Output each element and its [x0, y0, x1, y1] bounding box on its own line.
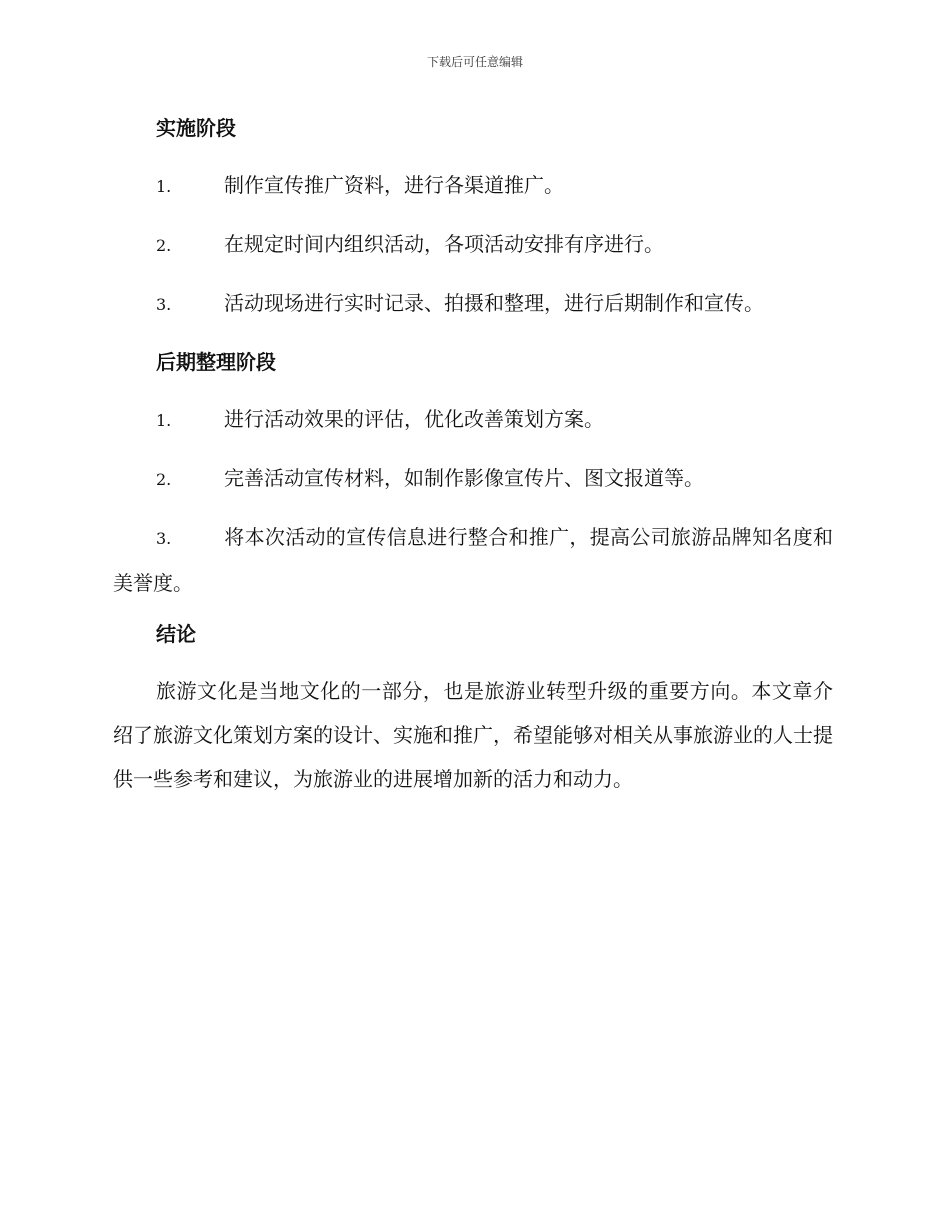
item-number: 1. — [156, 177, 172, 196]
item-text: 进行活动效果的评估，优化改善策划方案。 — [224, 407, 604, 431]
list-item — [113, 515, 833, 605]
item-text: 将本次活动的宣传信息进行整合和推广，提高公司旅游品牌知名度和美誉度。 — [113, 525, 833, 595]
list-item — [113, 226, 833, 264]
item-number: 3. — [156, 295, 172, 314]
item-text: 完善活动宣传材料，如制作影像宣传片、图文报道等。 — [224, 466, 704, 490]
item-number: 2. — [156, 470, 172, 489]
item-text: 制作宣传推广资料，进行各渠道推广。 — [224, 173, 564, 197]
section-heading-conclusion: 结论 — [156, 622, 196, 646]
conclusion-paragraph: 旅游文化是当地文化的一部分，也是旅游业转型升级的重要方向。本文章介绍了旅游文化策划方案的设计、实施和推广，希望能够对相关从事旅游业的人士提供一些参考和建议，为旅游业的进展增加新的活力和动力。 — [113, 679, 833, 791]
section-heading-post-processing: 后期整理阶段 — [156, 350, 276, 374]
item-number: 2. — [156, 236, 172, 255]
section-heading-implementation: 实施阶段 — [156, 116, 236, 140]
list-item — [113, 460, 833, 498]
item-text: 活动现场进行实时记录、拍摄和整理，进行后期制作和宣传。 — [224, 291, 764, 315]
item-number: 1. — [156, 411, 172, 430]
implementation-list — [113, 167, 833, 323]
page-header: 下载后可任意编辑 — [426, 55, 523, 69]
item-number: 3. — [156, 529, 172, 548]
list-item — [113, 285, 833, 323]
document-body — [113, 110, 833, 801]
list-item — [113, 167, 833, 205]
item-text: 在规定时间内组织活动，各项活动安排有序进行。 — [224, 232, 664, 256]
post-processing-list — [113, 401, 833, 605]
list-item — [113, 401, 833, 439]
